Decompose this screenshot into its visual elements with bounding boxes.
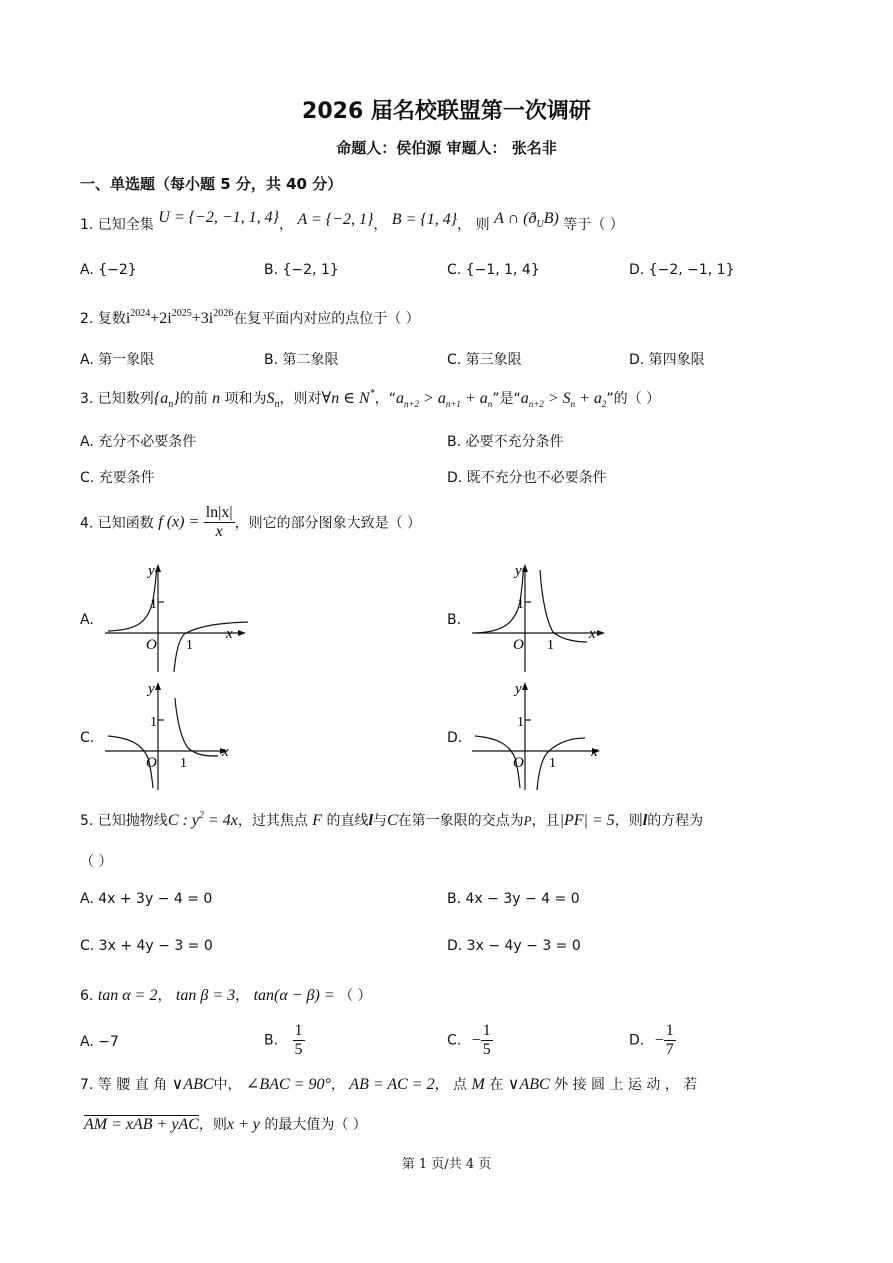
q6-tan-beta: tan β = 3 <box>175 987 236 1004</box>
q1-stem-end: 等于（ ） <box>563 217 624 233</box>
question-3: 3. 已知数列$\{a_n\}$的前 n 项和为$S_n$，则对∀n ∈ N*，“$a_{n+2} > a_{n+1} + a_n$”是“$a_{n+2} > S_n + a_2$”的（ ） <box>80 388 661 410</box>
q3-option-a[interactable]: A. 充分不必要条件 <box>80 434 197 450</box>
q4-graph-a[interactable] <box>100 560 250 675</box>
y-axis-label: y <box>515 563 522 579</box>
tick-x-one: 1 <box>180 756 187 771</box>
origin-label: O <box>146 755 157 771</box>
question-6: 6. tan α = 2， tan β = 3， tan(α − β) = （ ） <box>80 987 372 1004</box>
q3-condition-1: $a_{n+2} > a_{n+1} + a_n$ <box>395 390 493 409</box>
q2-complex-number: $i^{2024}+2i^{2025}+3i^{2026}$ <box>125 308 234 327</box>
q1-set-a: A = {−2, 1} <box>297 211 374 228</box>
q1-option-b[interactable]: B. {−2, 1} <box>264 262 339 278</box>
question-7-line-2: AM = xAB + yAC，则x + y 的最大值为（ ） <box>84 1116 367 1133</box>
q6-option-c[interactable]: C. − $\frac{1}{5}$ <box>447 1022 491 1058</box>
section-heading: 一、单选题（每小题 5 分，共 40 分） <box>80 175 343 193</box>
q1-option-d[interactable]: D. {−2, −1, 1} <box>629 262 735 278</box>
q1-stem: 1. 已知全集 <box>80 217 154 233</box>
question-4: 4. 已知函数 f (x) = $\frac{\ln|x|}{x}$ ，则它的部分图象大致是（ ） <box>80 504 422 540</box>
q2-option-b[interactable]: B. 第二象限 <box>264 352 339 368</box>
q3-condition-2: $a_{n+2} > S_n + a_2$ <box>520 390 607 409</box>
tick-x-one: 1 <box>186 638 193 653</box>
q6-option-d[interactable]: D. − $\frac{1}{7}$ <box>629 1022 674 1058</box>
question-5: 5. 已知抛物线C : $y^2 = 4x$，过其焦点 F 的直线l与C在第一象限的交点为P，且|PF| = 5，则l的方程为 <box>80 810 704 829</box>
origin-label: O <box>513 755 524 771</box>
y-axis-label: y <box>515 681 522 697</box>
q3-forall: ∀n ∈ N* <box>321 388 375 407</box>
q6-tan-diff: tan(α − β) = <box>253 987 335 1004</box>
q4-fraction: $\frac{\ln|x|}{x}$ <box>205 504 233 540</box>
q3-partial-sum: $S_n$ <box>266 390 280 410</box>
q1-then: 则 <box>475 217 490 233</box>
q5-parabola: C : $y^2 = 4x$ <box>167 810 238 829</box>
x-axis-label: x <box>222 744 229 760</box>
question-2: 2. 复数$i^{2024}+2i^{2025}+3i^{2026}$在复平面内对应的点位于（ ） <box>80 308 420 327</box>
tick-one: 1 <box>517 715 524 730</box>
tick-x-one: 1 <box>549 756 556 771</box>
x-axis-label: x <box>226 626 233 642</box>
page-footer: 第 1 页/共 4 页 <box>401 1157 492 1172</box>
origin-label: O <box>146 637 157 653</box>
q4-graph-d[interactable] <box>467 678 617 793</box>
q3-option-b[interactable]: B. 必要不充分条件 <box>447 434 564 450</box>
x-axis-label: x <box>589 626 596 642</box>
q4-option-c-label[interactable]: C. <box>80 730 95 746</box>
question-7-line-1: 7. 等 腰 直 角 ∨ABC中， ∠BAC = 90°， AB = AC = 2， 点 M 在 ∨ABC 外 接 圆 上 运 动 ， 若 <box>80 1076 698 1093</box>
y-axis-label: y <box>148 563 155 579</box>
q1-set-u: U = {−2, −1, 1, 4} <box>158 209 280 226</box>
authors-line: 命题人：侯伯源 审题人： 张名非 <box>336 139 557 157</box>
q4-option-a-label[interactable]: A. <box>80 612 94 628</box>
tick-one: 1 <box>150 597 157 612</box>
q4-graph-b[interactable] <box>467 560 617 675</box>
q1-option-c[interactable]: C. {−1, 1, 4} <box>447 262 540 278</box>
q3-option-d[interactable]: D. 既不充分也不必要条件 <box>447 470 607 486</box>
q6-option-b[interactable]: B. $\frac{1}{5}$ <box>264 1022 303 1058</box>
origin-label: O <box>513 637 524 653</box>
q1-set-b: B = {1, 4} <box>391 211 458 228</box>
q7-angle: ∠BAC = 90° <box>246 1076 331 1093</box>
y-axis-label: y <box>148 681 155 697</box>
q4-graph-c[interactable] <box>100 678 250 793</box>
page-title: 2026 届名校联盟第一次调研 <box>302 99 591 124</box>
q6-tan-alpha: tan α = 2 <box>97 987 158 1004</box>
question-1: 1. 已知全集 U = {−2, −1, 1, 4}， A = {−2, 1}， B = {1, 4}， 则 A ∩ $(ð_UB)$ 等于（ ） <box>80 209 624 233</box>
q2-option-c[interactable]: C. 第三象限 <box>447 352 522 368</box>
x-axis-label: x <box>591 744 598 760</box>
q5-pf-length: |PF| = 5 <box>559 812 615 829</box>
q2-option-a[interactable]: A. 第一象限 <box>80 352 155 368</box>
q7-vector-equation: AM = xAB + yAC <box>84 1116 199 1133</box>
q5-option-d[interactable]: D. 3x − 4y − 3 = 0 <box>447 938 581 954</box>
tick-one: 1 <box>517 597 524 612</box>
q4-function: f (x) = <box>158 513 200 531</box>
q4-option-b-label[interactable]: B. <box>447 612 462 628</box>
q7-sides: AB = AC = 2 <box>349 1076 435 1093</box>
tick-x-one: 1 <box>547 638 554 653</box>
q3-sequence: $\{a_n\}$ <box>153 390 180 410</box>
q5-option-b[interactable]: B. 4x − 3y − 4 = 0 <box>447 891 580 907</box>
q1-expression: A ∩ $(ð_UB)$ <box>494 210 559 230</box>
q1-option-a[interactable]: A. {−2} <box>80 262 137 278</box>
q6-option-a[interactable]: A. −7 <box>80 1034 119 1050</box>
q5-option-a[interactable]: A. 4x + 3y − 4 = 0 <box>80 891 213 907</box>
q5-paren: （ ） <box>80 854 113 870</box>
q4-option-d-label[interactable]: D. <box>447 730 463 746</box>
q2-option-d[interactable]: D. 第四象限 <box>629 352 705 368</box>
q5-option-c[interactable]: C. 3x + 4y − 3 = 0 <box>80 938 213 954</box>
q3-option-c[interactable]: C. 充要条件 <box>80 470 155 486</box>
tick-one: 1 <box>150 715 157 730</box>
